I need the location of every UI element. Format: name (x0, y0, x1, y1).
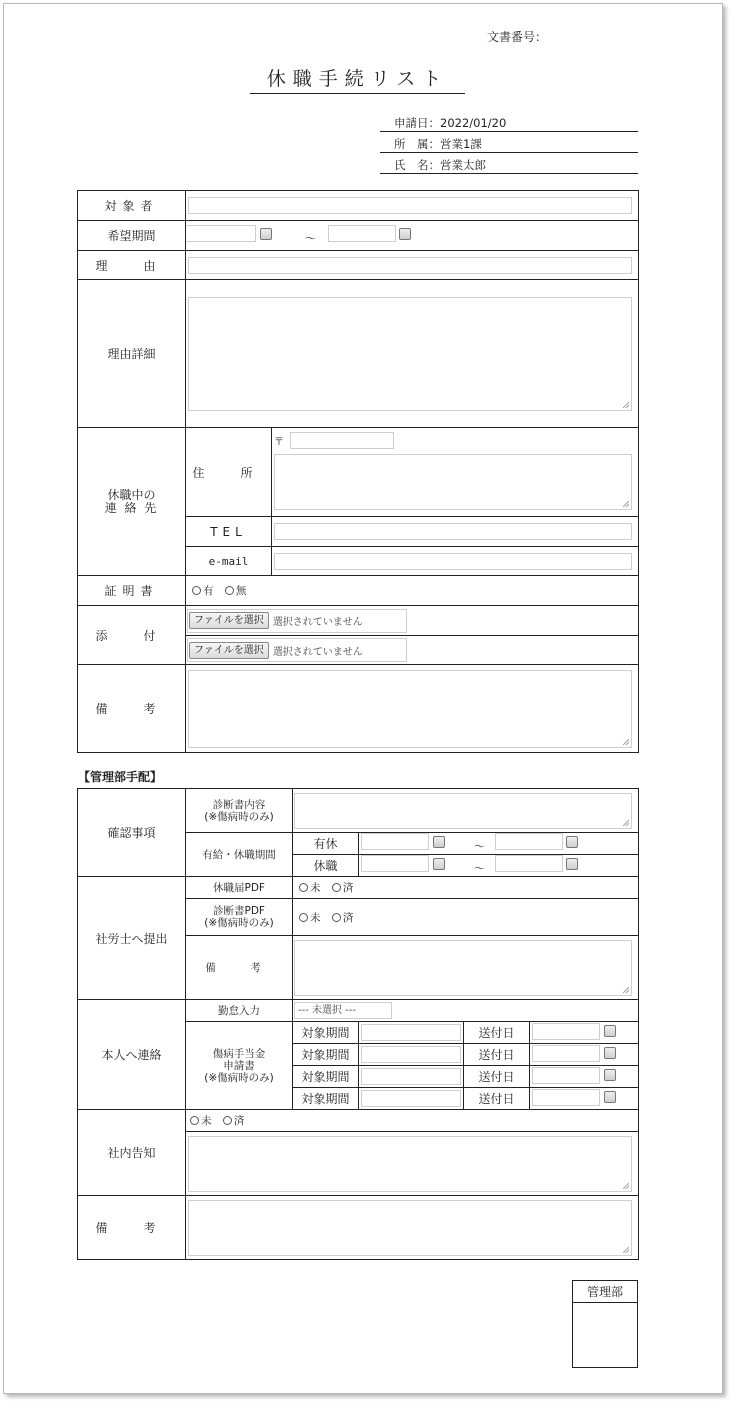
label-send-date: 送付日 (464, 1044, 530, 1066)
label-leave: 休職 (293, 855, 359, 877)
label-confirm-items: 確認事項 (78, 789, 186, 877)
target-period-input[interactable] (361, 1024, 461, 1041)
label-admin-remarks: 備 考 (186, 936, 293, 1000)
certificate-yes-radio[interactable]: 有 (192, 585, 214, 597)
label-desired-period: 希望期間 (78, 221, 186, 251)
internal-notice-textarea[interactable] (188, 1136, 632, 1192)
calendar-icon[interactable] (604, 1025, 616, 1037)
calendar-icon[interactable] (604, 1069, 616, 1081)
diagnosis-content-line1: 診断書内容 (212, 798, 266, 811)
sickness-allowance-line1: 傷病手当金 (212, 1047, 266, 1060)
remarks-textarea[interactable] (188, 670, 632, 748)
file-select-button[interactable]: ファイルを選択 (189, 612, 269, 629)
label-target-period: 対象期間 (293, 1022, 359, 1044)
file-status: 選択されていません (272, 617, 363, 628)
send-date-input[interactable] (532, 1089, 616, 1106)
label-contact-during-leave (78, 428, 186, 576)
postal-mark: 〒 (274, 437, 284, 448)
file-input-2[interactable] (187, 638, 407, 662)
tilde: ～ (474, 862, 485, 875)
target-period-input[interactable] (361, 1068, 461, 1085)
label-target-period: 対象期間 (293, 1088, 359, 1110)
leave-end[interactable] (495, 855, 579, 872)
label-send-date: 送付日 (464, 1022, 530, 1044)
leave-form-pdf-not-done-radio[interactable]: 未 (299, 882, 321, 894)
diagnosis-pdf-line1: 診断書PDF (213, 905, 265, 917)
reason-input[interactable] (188, 257, 632, 274)
application-form-table (77, 190, 639, 753)
file-select-button[interactable]: ファイルを選択 (189, 642, 269, 659)
label-send-date: 送付日 (464, 1066, 530, 1088)
send-date-input[interactable] (532, 1023, 616, 1040)
leave-form-pdf-done-radio[interactable]: 済 (332, 882, 354, 894)
department: 所 属：営業1課 (380, 136, 638, 153)
email-input[interactable] (274, 553, 632, 570)
calendar-icon[interactable] (566, 836, 578, 848)
doc-number-label: 文書番号： (487, 30, 548, 44)
label-submit-sharoushi: 社労士へ提出 (78, 877, 186, 1000)
admin-remarks-textarea[interactable] (188, 1200, 632, 1256)
paid-leave-end[interactable] (495, 833, 579, 850)
diagnosis-pdf-not-done-radio[interactable]: 未 (299, 912, 321, 924)
label-send-date: 送付日 (464, 1088, 530, 1110)
label-diagnosis-content (186, 789, 293, 833)
label-reason-detail: 理由詳細 (78, 280, 186, 428)
tilde: ～ (474, 840, 485, 853)
label-remarks: 備 考 (78, 665, 186, 753)
attendance-select[interactable]: --- 未選択 --- (294, 1002, 392, 1019)
admin-section-title: 【管理部手配】 (78, 770, 163, 784)
label-reason: 理 由 (78, 251, 186, 280)
paid-leave-start[interactable] (361, 833, 445, 850)
label-certificate: 証明書 (78, 576, 186, 606)
target-period-input[interactable] (361, 1090, 461, 1107)
calendar-icon[interactable] (433, 858, 445, 870)
send-date-input[interactable] (532, 1067, 616, 1084)
label-address: 住 所 (186, 428, 272, 517)
file-status: 選択されていません (272, 646, 363, 658)
desired-period-end[interactable] (328, 225, 412, 242)
target-person-input[interactable] (188, 197, 632, 214)
calendar-icon[interactable] (566, 858, 578, 870)
desired-period-start[interactable] (186, 225, 272, 242)
diagnosis-pdf-line2: (※傷病時のみ) (204, 917, 274, 929)
tilde: ～ (305, 232, 316, 245)
calendar-icon[interactable] (604, 1091, 616, 1103)
notice-done-radio[interactable]: 済 (223, 1115, 245, 1127)
label-email: e-mail (186, 547, 272, 576)
file-input-1[interactable] (187, 609, 407, 633)
calendar-icon[interactable] (260, 228, 272, 240)
label-leave-form-pdf: 休職届PDF (186, 877, 293, 899)
certificate-no-radio[interactable]: 無 (225, 585, 247, 597)
calendar-icon[interactable] (399, 228, 411, 240)
label-target-person: 対象者 (78, 191, 186, 221)
label-target-period: 対象期間 (293, 1066, 359, 1088)
tel-input[interactable] (274, 523, 632, 540)
notice-not-done-radio[interactable]: 未 (190, 1115, 212, 1127)
label-paid-leave: 有休 (293, 833, 359, 855)
calendar-icon[interactable] (604, 1047, 616, 1059)
page-title: 休職手続リスト (250, 64, 465, 94)
reason-detail-textarea[interactable] (188, 297, 632, 411)
calendar-icon[interactable] (433, 836, 445, 848)
diagnosis-content-textarea[interactable] (294, 793, 632, 829)
sickness-allowance-line3: (※傷病時のみ) (204, 1071, 274, 1084)
label-attendance-input: 勤怠入力 (186, 1000, 293, 1022)
target-period-input[interactable] (361, 1046, 461, 1063)
label-attachment: 添 付 (78, 606, 186, 665)
sharoushi-remarks-textarea[interactable] (294, 940, 632, 996)
applicant-name: 氏 名：営業太郎 (380, 157, 638, 174)
admin-table (77, 788, 639, 1260)
address-textarea[interactable] (274, 454, 632, 510)
stamp-label: 管理部 (573, 1281, 637, 1303)
label-contact-person: 本人へ連絡 (78, 1000, 186, 1110)
diagnosis-pdf-done-radio[interactable]: 済 (332, 912, 354, 924)
label-diagnosis-pdf (186, 899, 293, 936)
apply-date: 申請日：2022/01/20 (380, 115, 638, 132)
label-contact-line1: 休職中の (107, 487, 156, 502)
send-date-input[interactable] (532, 1045, 616, 1062)
label-internal-notice: 社内告知 (78, 1110, 186, 1196)
label-target-period: 対象期間 (293, 1044, 359, 1066)
sickness-allowance-line2: 申請書 (223, 1059, 255, 1072)
leave-start[interactable] (361, 855, 445, 872)
admin-stamp-box (572, 1280, 638, 1368)
label-contact-line2: 連 絡 先 (104, 500, 159, 515)
label-admin-remarks2: 備 考 (78, 1196, 186, 1260)
label-tel: TEL (186, 517, 272, 547)
label-sickness-allowance (186, 1022, 293, 1110)
postal-code-input[interactable] (290, 432, 394, 449)
diagnosis-content-line2: (※傷病時のみ) (204, 810, 274, 823)
label-paid-leave-period: 有給・休職期間 (186, 833, 293, 877)
